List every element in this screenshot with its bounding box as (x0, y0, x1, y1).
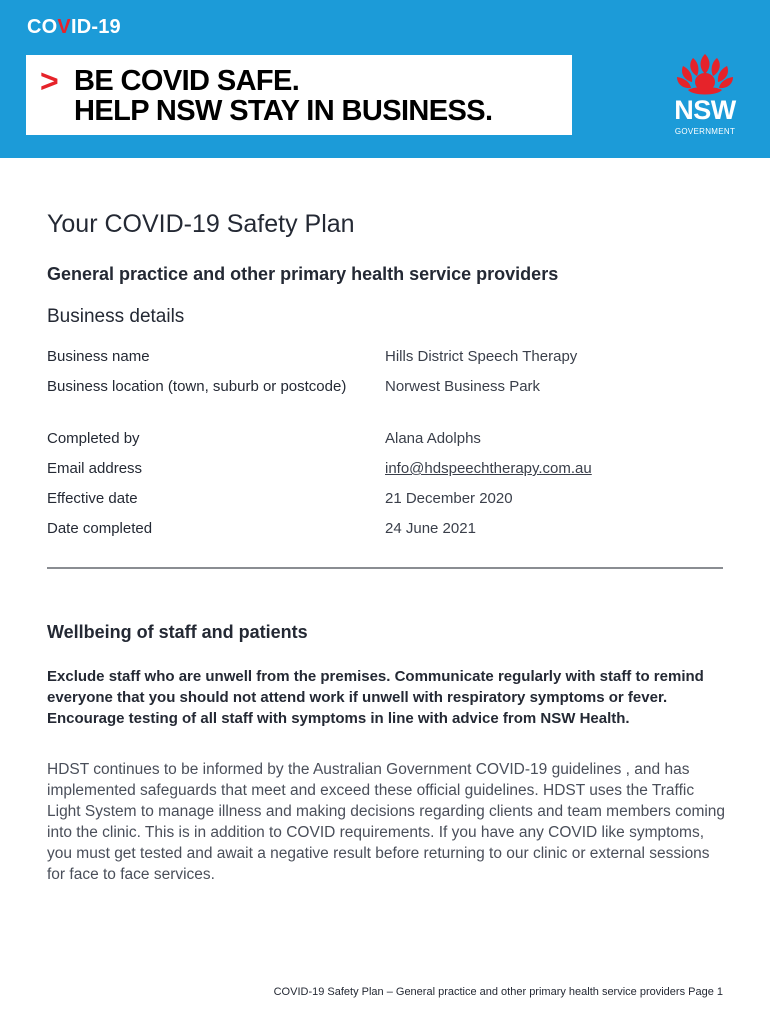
business-name-label: Business name (47, 348, 150, 365)
section-divider (47, 567, 723, 569)
email-address-label: Email address (47, 460, 143, 477)
waratah-icon (664, 52, 746, 98)
government-wordmark: GOVERNMENT (674, 127, 736, 136)
page-title: Your COVID-19 Safety Plan (47, 210, 355, 238)
wellbeing-heading: Wellbeing of staff and patients (47, 622, 308, 642)
chevron-right-icon: > (40, 63, 59, 99)
completed-by-value: Alana Adolphs (385, 430, 481, 447)
page-subtitle: General practice and other primary health service providers (47, 264, 559, 284)
business-details-heading: Business details (47, 306, 185, 327)
slogan-box (26, 55, 572, 135)
business-location-value: Norwest Business Park (385, 378, 541, 395)
slogan-line-2: HELP NSW STAY IN BUSINESS. (74, 95, 493, 127)
email-address-link[interactable]: info@hdspeechtherapy.com.au (385, 460, 592, 477)
effective-date-label: Effective date (47, 490, 138, 507)
wellbeing-guidance: Exclude staff who are unwell from the premises. Communicate regularly with staff to remind everyone that you should not attend work if unwell with respiratory symptoms or fever. Encourage testing of all staff with symptoms in line with advice from NSW Health. (47, 668, 704, 727)
wellbeing-response: HDST continues to be informed by the Australian Government COVID-19 guidelines , and has implemented safeguards that meet and exceed these official guidelines. HDST uses the Traffic Light System to manage illness and making decisions regarding clients and team members coming into the clinic. This is in addition to COVID requirements. If you have any COVID like symptoms, you must get tested and await a negative result before returning to our clinic or external sessions for face to face services. (47, 761, 726, 883)
business-location-label: Business location (town, suburb or postcode) (47, 378, 347, 395)
effective-date-value: 21 December 2020 (385, 490, 513, 507)
completed-by-label: Completed by (47, 430, 140, 447)
nsw-government-logo (664, 52, 746, 144)
slogan-line-1: BE COVID SAFE. (74, 65, 300, 97)
covid-19-tag: COVID-19 (27, 16, 121, 38)
page-footer: COVID-19 Safety Plan – General practice and other primary health service providers Page 1 (273, 986, 723, 998)
date-completed-label: Date completed (47, 520, 153, 537)
header-banner (0, 0, 770, 158)
nsw-wordmark: NSW (674, 95, 736, 125)
date-completed-value: 24 June 2021 (385, 520, 476, 537)
business-name-value: Hills District Speech Therapy (385, 348, 578, 365)
